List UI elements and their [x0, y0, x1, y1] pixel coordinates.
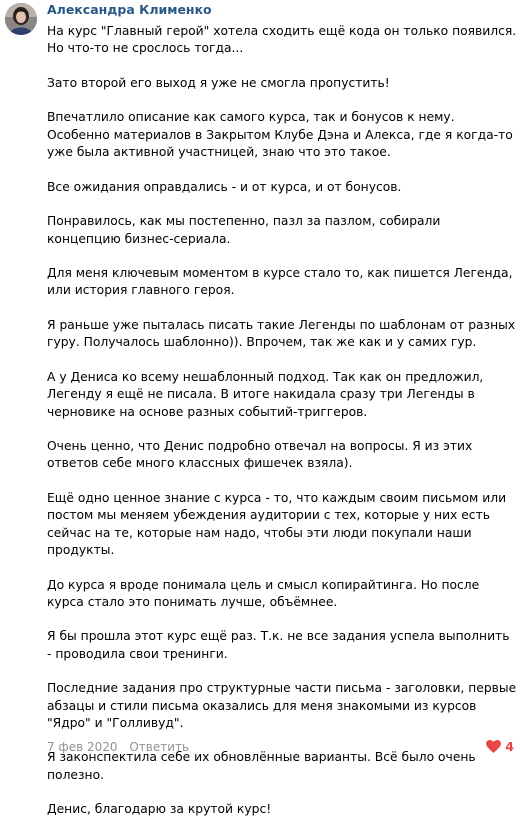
comment-paragraph: Очень ценно, что Денис подробно отвечал на вопросы. Я из этих ответов себе много классных фишечек взяла).: [47, 439, 473, 471]
comment-paragraph: Все ожидания оправдались - и от курса, и от бонусов.: [47, 179, 402, 194]
heart-icon: [486, 740, 501, 753]
comment-paragraph: Я бы прошла этот курс ещё раз. Т.к. не все задания успела выполнить - проводила свои тренинги.: [47, 629, 510, 661]
comment-paragraph: Последние задания про структурные части письма - заголовки, первые абзацы и стили письма оказались для меня знакомыми из курсов "Ядро" и "Голливуд".: [47, 681, 517, 730]
comment-paragraph: На курс "Главный герой" хотела сходить ещё кода он только появился. Но что-то не срослось тогда...: [47, 24, 517, 56]
comment-paragraph: До курса я вроде понимала цель и смысл копирайтинга. Но после курса стало это понимать лучше, объёмнее.: [47, 577, 480, 609]
avatar-photo-icon: [5, 3, 37, 35]
comment-paragraph: Понравилось, как мы постепенно, пазл за пазлом, собирали концепцию бизнес-сериала.: [47, 214, 441, 246]
comment-paragraph: А у Дениса ко всему нешаблонный подход. Так как он предложил, Легенду я ещё не писала. В итоге накидала сразу три Легенды в черновике на основе разных событий-триггеров.: [47, 369, 484, 419]
comment-paragraph: Зато второй его выход я уже не смогла пропустить!: [47, 75, 390, 90]
like-button[interactable]: [486, 739, 514, 754]
comment-paragraph: Я законспектила себе их обновлённые варианты. Всё было очень полезно.: [47, 750, 476, 782]
comment-date[interactable]: 7 фев 2020: [47, 740, 118, 754]
avatar[interactable]: [5, 3, 37, 35]
comment-paragraph: Денис, благодарю за крутой курс!: [47, 802, 272, 817]
reply-button[interactable]: Ответить: [129, 740, 190, 754]
comment-paragraph: Ещё одно ценное знание с курса - то, что каждым своим письмом или постом мы меняем убеждения аудитории с тех, которые у них есть сейчас на те, которые нам надо, чтобы эти люди покупали наши продукты.: [47, 491, 507, 557]
like-count: 4: [505, 739, 514, 754]
comment-paragraph: Впечатлило описание как самого курса, так и бонусов к нему. Особенно материалов в Закрытом Клубе Дэна и Алекса, где я когда-то уже была активной участницей, знаю что это такое.: [47, 110, 513, 160]
comment-text: [47, 23, 517, 819]
author-name[interactable]: Александра Клименко: [47, 2, 212, 17]
comment-paragraph: Для меня ключевым моментом в курсе стало то, как пишется Легенда, или история главного героя.: [47, 266, 513, 298]
comment-paragraph: Я раньше уже пыталась писать такие Легенды по шаблонам от разных гуру. Получалось шаблонно)). Впрочем, так же как и у самих гур.: [47, 318, 516, 350]
comment-meta: [47, 740, 189, 754]
